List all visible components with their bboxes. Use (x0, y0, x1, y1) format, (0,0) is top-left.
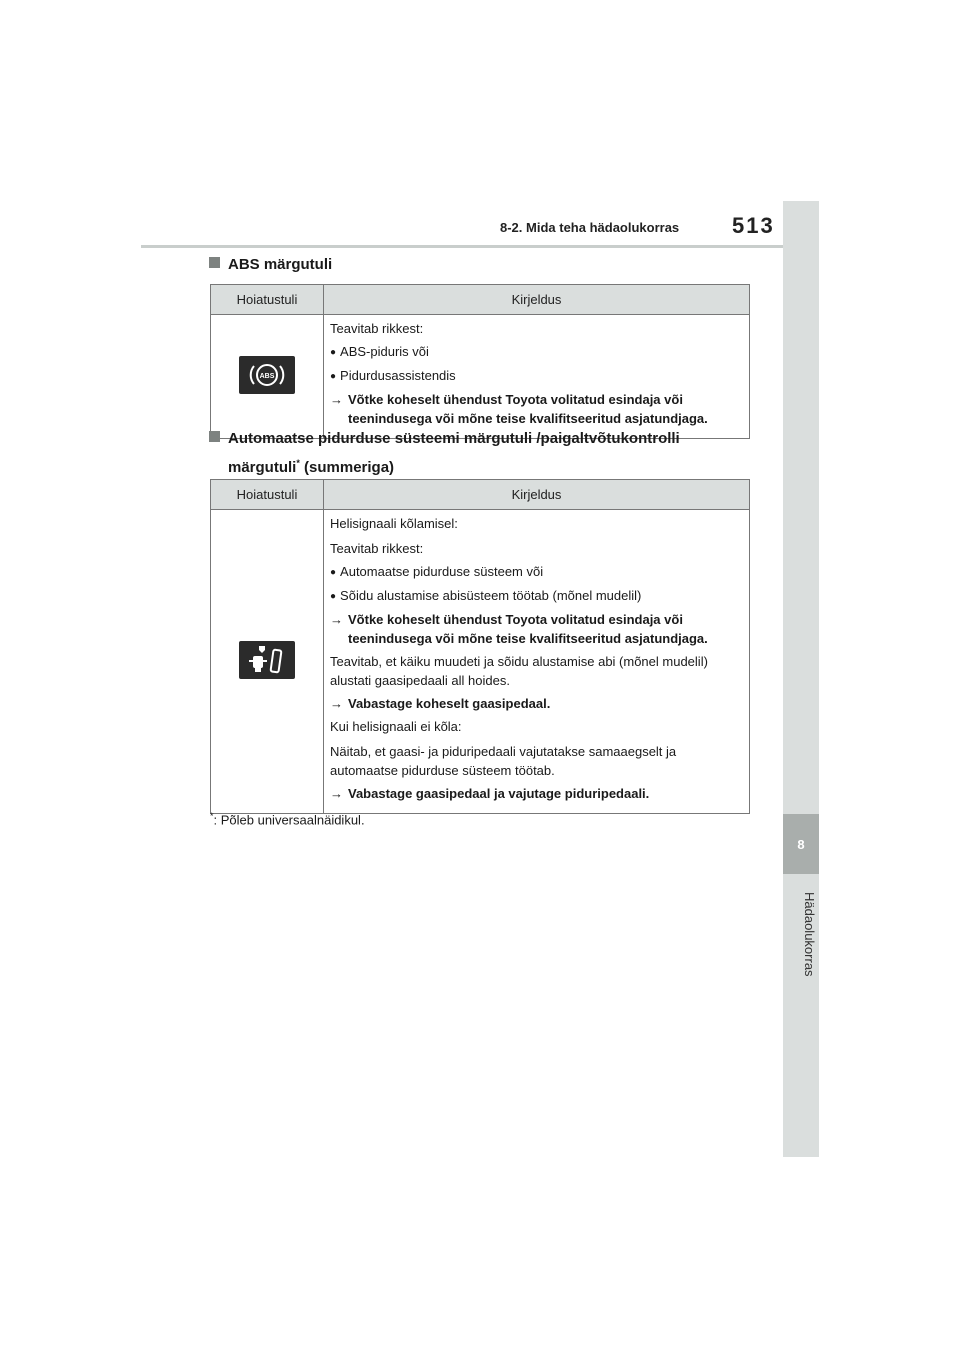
abs-warning-icon (239, 356, 295, 394)
action-line: → Võtke koheselt ühendust Toyota volitatud esindaja või teenindusega või mõne teise kvalifitseeritud asjatundjaga. (330, 612, 708, 646)
auto-brake-description: Helisignaali kõlamisel: Teavitab rikkest: ● Automaatse pidurduse süsteem või ● Sõidu alustamise abisüsteem töötab (mõnel mudelil) → Võtke koheselt ühendust Toyota volitatud esindaja või teenindusega või mõne teise kvalifitseeritud asjatundjaga. Teavitab, et käiku muudeti ja sõidu alustamise abi (mõnel mudelil) alustati gaasipedaali all hoides. → Vabastage koheselt gaasipedaal. Kui helisignaali ei kõla: Näitab, et gaasi- ja piduripedaali vajutatakse samaaegselt ja automaatse pidurduse süsteem töötab. → Vabastage gaasipedaal ja vajutage piduripedaali. (324, 510, 750, 814)
list-item: ● Sõidu alustamise abisüsteem töötab (mõnel mudelil) (330, 586, 743, 606)
section-title: 8-2. Mida teha hädaolukorras (500, 220, 680, 235)
auto-brake-table (210, 479, 750, 814)
header-divider (141, 245, 783, 248)
brake-hold-warning-icon (239, 641, 295, 679)
chapter-number: 8 (783, 814, 819, 874)
list-item: ● ABS-piduris või (330, 342, 743, 362)
abs-heading: ABS märgutuli (209, 254, 332, 276)
list-item: ● Pidurdusassistendis (330, 366, 743, 386)
list-item: ● Automaatse pidurduse süsteem või (330, 562, 743, 582)
abs-table (210, 284, 750, 439)
table-header-description: Kirjeldus (324, 480, 750, 510)
heading-square-icon (209, 257, 220, 268)
footnote: *: Põleb universaalnäidikul. (210, 811, 365, 828)
chapter-label: Hädaolukorras (802, 891, 817, 977)
action-line: → Võtke koheselt ühendust Toyota volitatud esindaja või teenindusega või mõne teise kvalifitseeritud asjatundjaga. (330, 392, 708, 426)
action-line: → Vabastage koheselt gaasipedaal. (330, 696, 551, 711)
table-header-warning-light: Hoiatustuli (211, 285, 324, 315)
page-number: 513 (732, 213, 775, 238)
table-header-warning-light: Hoiatustuli (211, 480, 324, 510)
abs-description: Teavitab rikkest: ● ABS-piduris või ● Pidurdusassistendis → Võtke koheselt ühendust Toyota volitatud esindaja või teenindusega või mõne teise kvalifitseeritud asjatundjaga. (324, 315, 750, 439)
action-line: → Vabastage gaasipedaal ja vajutage piduripedaali. (330, 786, 650, 801)
svg-text:ABS: ABS (259, 373, 275, 380)
chapter-side-tab (783, 201, 819, 1157)
auto-brake-heading: Automaatse pidurduse süsteemi märgutuli /paigaltvõtukontrolli märgutuli* (summeriga) (209, 428, 680, 479)
table-header-description: Kirjeldus (324, 285, 750, 315)
heading-square-icon (209, 431, 220, 442)
